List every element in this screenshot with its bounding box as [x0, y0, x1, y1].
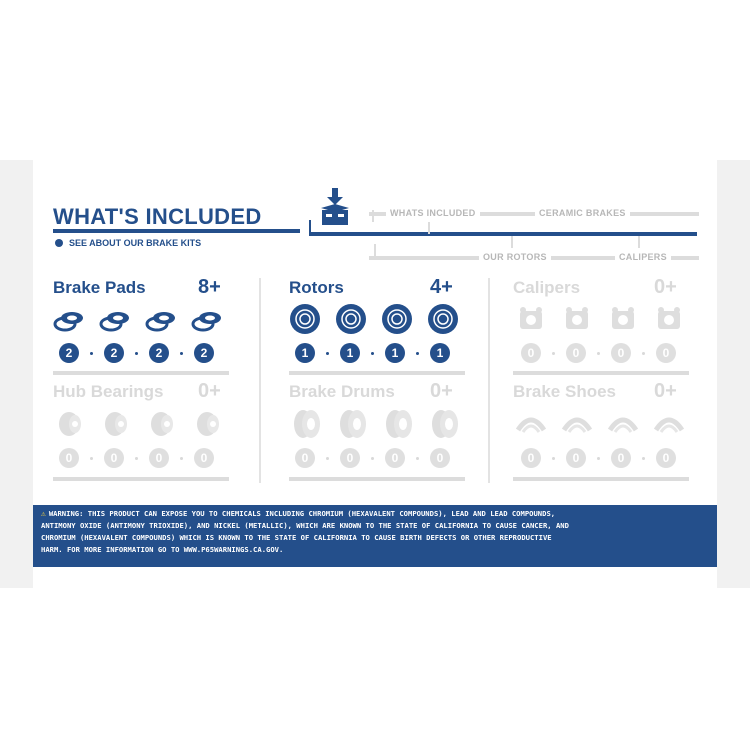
quantity-badge: 0 [194, 448, 214, 468]
warning-line: HARM. FOR MORE INFORMATION GO TO WWW.P65WARNINGS.CA.GOV. [41, 545, 284, 554]
row-divider [289, 477, 465, 481]
header-rule [53, 229, 300, 233]
brake-pad-icon [191, 306, 223, 338]
quantity-badge: 0 [566, 448, 586, 468]
rotor-icon [289, 303, 321, 335]
caliper-icon [561, 303, 593, 335]
warning-line: ⚠ WARNING: THIS PRODUCT CAN EXPOSE YOU TO CHEMICALS INCLUDING CHROMIUM (HEXAVALENT COMPOUNDS), LEAD AND LEAD COMPOUNDS, [41, 509, 556, 518]
quantity-badge: 0 [149, 448, 169, 468]
nav-tick [372, 210, 374, 222]
nav-ceramic-brakes[interactable]: CERAMIC BRAKES [535, 208, 630, 218]
caliper-icon [607, 303, 639, 335]
quantity-badge: 1 [295, 343, 315, 363]
warning-line: ANTIMONY OXIDE (ANTIMONY TRIOXIDE), AND NICKEL (METALLIC), WHICH ARE KNOWN TO THE STATE OF CALIFORNIA TO CAUSE CANCER, AND [41, 521, 569, 530]
quantity-badge: 0 [340, 448, 360, 468]
warning-line: CHROMIUM (HEXAVALENT COMPOUNDS) WHICH IS KNOWN TO THE STATE OF CALIFORNIA TO CAUSE BIRTH DEFECTS OR OTHER REPRODUCTIVE [41, 533, 552, 542]
category-title: Brake Shoes [513, 382, 616, 401]
down-arrow-icon [327, 188, 343, 205]
category-count: 0+ [654, 276, 677, 298]
caliper-icon [653, 303, 685, 335]
brake-pad-icon [53, 306, 85, 338]
quantity-badge: 2 [59, 343, 79, 363]
quantity-badge: 1 [430, 343, 450, 363]
brake-drum-icon [291, 408, 323, 440]
rotor-icon [427, 303, 459, 335]
quantity-badge: 0 [656, 343, 676, 363]
hub-bearing-icon [147, 408, 179, 440]
row-divider [289, 371, 465, 375]
hub-bearing-icon [101, 408, 133, 440]
warning-triangle-icon: ⚠ [41, 509, 46, 518]
nav-tick [638, 236, 640, 248]
hub-bearing-icon [193, 408, 225, 440]
category-count: 8+ [198, 276, 221, 298]
category-count: 0+ [198, 380, 221, 402]
row-divider [53, 477, 229, 481]
brake-drum-icon [337, 408, 369, 440]
brake-shoe-icon [515, 408, 547, 440]
row-divider [53, 371, 229, 375]
category-count: 0+ [654, 380, 677, 402]
quantity-badge: 2 [104, 343, 124, 363]
brake-shoe-icon [653, 408, 685, 440]
nav-our-rotors[interactable]: OUR ROTORS [479, 252, 551, 262]
rotor-icon [381, 303, 413, 335]
column-divider [488, 278, 490, 483]
quantity-badge: 1 [385, 343, 405, 363]
brake-pad-icon [99, 306, 131, 338]
quantity-badge: 0 [521, 448, 541, 468]
brake-drum-icon [429, 408, 461, 440]
category-title: Rotors [289, 278, 344, 297]
category-title: Brake Drums [289, 382, 395, 401]
page-title: WHAT'S INCLUDED [53, 204, 262, 229]
quantity-badge: 0 [295, 448, 315, 468]
nav-calipers[interactable]: CALIPERS [615, 252, 671, 262]
nav-tick [374, 244, 376, 256]
quantity-badge: 0 [430, 448, 450, 468]
brake-shoe-icon [561, 408, 593, 440]
category-title: Hub Bearings [53, 382, 164, 401]
timeline-tick [309, 220, 311, 236]
quantity-badge: 0 [521, 343, 541, 363]
row-divider [513, 477, 689, 481]
brake-drum-icon [383, 408, 415, 440]
brake-pad-icon [145, 306, 177, 338]
category-count: 0+ [430, 380, 453, 402]
brake-kits-link[interactable] [55, 238, 201, 248]
quantity-badge: 1 [340, 343, 360, 363]
category-count: 4+ [430, 276, 453, 298]
nav-tick [428, 222, 430, 234]
row-divider [513, 371, 689, 375]
column-divider [259, 278, 261, 483]
box-icon [317, 186, 353, 226]
rotor-icon [335, 303, 367, 335]
brake-shoe-icon [607, 408, 639, 440]
quantity-badge: 0 [611, 343, 631, 363]
prop65-warning [33, 505, 717, 567]
hub-bearing-icon [55, 408, 87, 440]
quantity-badge: 0 [656, 448, 676, 468]
nav-tick [511, 236, 513, 248]
quantity-badge: 0 [59, 448, 79, 468]
category-title: Brake Pads [53, 278, 146, 297]
brake-kits-link-label: SEE ABOUT OUR BRAKE KITS [69, 238, 202, 248]
quantity-badge: 0 [611, 448, 631, 468]
quantity-badge: 0 [104, 448, 124, 468]
nav-whats-included[interactable]: WHATS INCLUDED [386, 208, 480, 218]
category-title: Calipers [513, 278, 581, 297]
quantity-badge: 2 [194, 343, 214, 363]
quantity-badge: 0 [385, 448, 405, 468]
bullet-icon [55, 239, 63, 247]
quantity-badge: 0 [566, 343, 586, 363]
caliper-icon [515, 303, 547, 335]
quantity-badge: 2 [149, 343, 169, 363]
